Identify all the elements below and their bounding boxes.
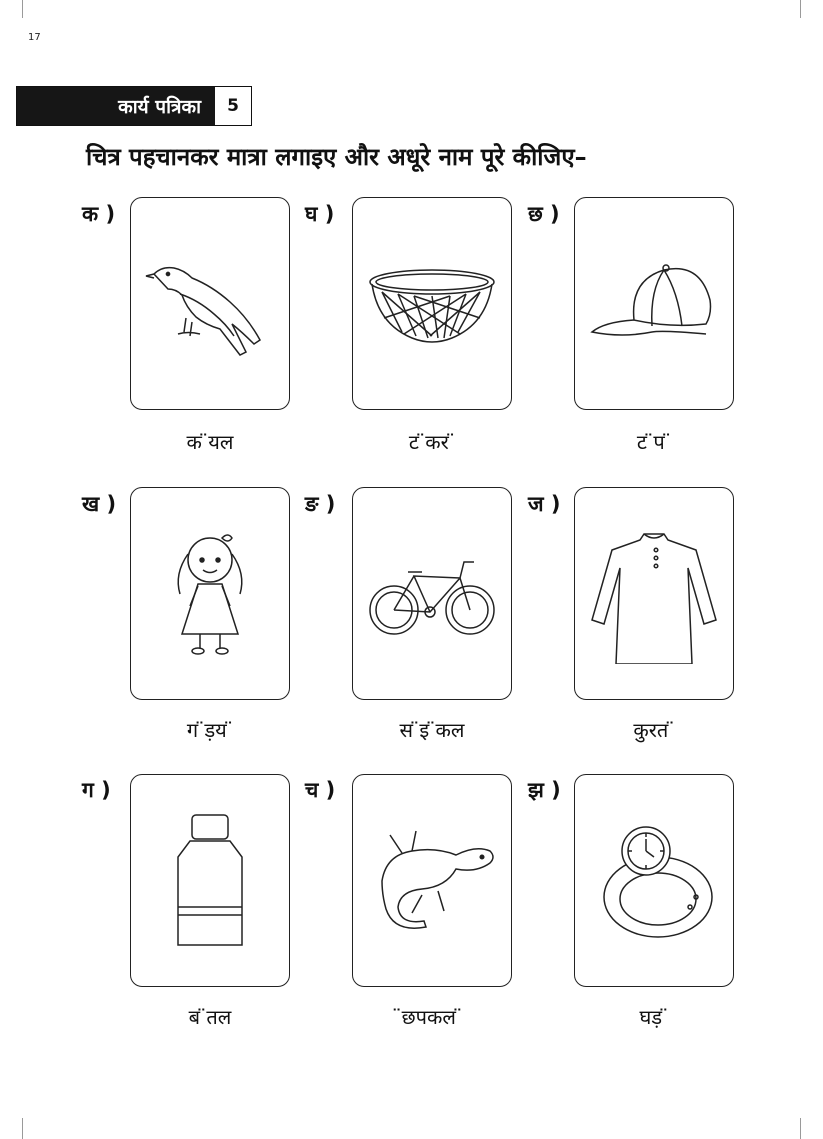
- incomplete-word: ट ̈प ̈: [636, 430, 672, 454]
- doll-icon: [140, 524, 280, 664]
- incomplete-word: क ̈यल: [186, 430, 234, 454]
- lizard-icon: [362, 811, 502, 951]
- bicycle-icon: [362, 524, 502, 664]
- incomplete-word: ट ̈कर ̈: [408, 430, 456, 454]
- item-label: घ ): [305, 202, 335, 226]
- crop-mark: [800, 0, 801, 18]
- incomplete-word: कुरत ̈: [633, 718, 675, 742]
- page-number: 17: [28, 32, 41, 43]
- bottle-icon: [140, 811, 280, 951]
- incomplete-word: ग ̈ड़य ̈: [186, 718, 234, 742]
- picture-card: [574, 487, 734, 700]
- crop-mark: [22, 0, 23, 18]
- picture-card: [130, 197, 290, 410]
- item-label: क ): [82, 202, 116, 226]
- picture-card: [574, 197, 734, 410]
- item-label: ज ): [528, 492, 561, 516]
- basket-icon: [362, 234, 502, 374]
- picture-card: [352, 774, 512, 987]
- incomplete-word: ब ̈तल: [188, 1005, 232, 1029]
- incomplete-word: घड़ ̈: [639, 1005, 669, 1029]
- incomplete-word: ̈छपकल ̈: [401, 1005, 463, 1029]
- picture-card: [130, 487, 290, 700]
- bird-icon: [140, 234, 280, 374]
- kurta-icon: [584, 524, 724, 664]
- item-label: झ ): [528, 778, 561, 802]
- incomplete-word: स ̈इ ̈कल: [399, 718, 465, 742]
- watch-icon: [584, 811, 724, 951]
- item-label: ङ ): [305, 492, 336, 516]
- instruction-text: चित्र पहचानकर मात्रा लगाइए और अधूरे नाम पूरे कीजिए–: [86, 143, 587, 171]
- cap-icon: [584, 234, 724, 374]
- item-label: च ): [305, 778, 336, 802]
- worksheet-number: 5: [227, 96, 239, 116]
- crop-mark: [800, 1118, 801, 1139]
- item-label: ग ): [82, 778, 111, 802]
- picture-card: [130, 774, 290, 987]
- picture-card: [352, 197, 512, 410]
- worksheet-banner: [16, 86, 252, 126]
- item-label: छ ): [528, 202, 560, 226]
- picture-card: [574, 774, 734, 987]
- crop-mark: [22, 1118, 23, 1139]
- picture-card: [352, 487, 512, 700]
- worksheet-title: कार्य पत्रिका: [17, 87, 215, 125]
- item-label: ख ): [82, 492, 117, 516]
